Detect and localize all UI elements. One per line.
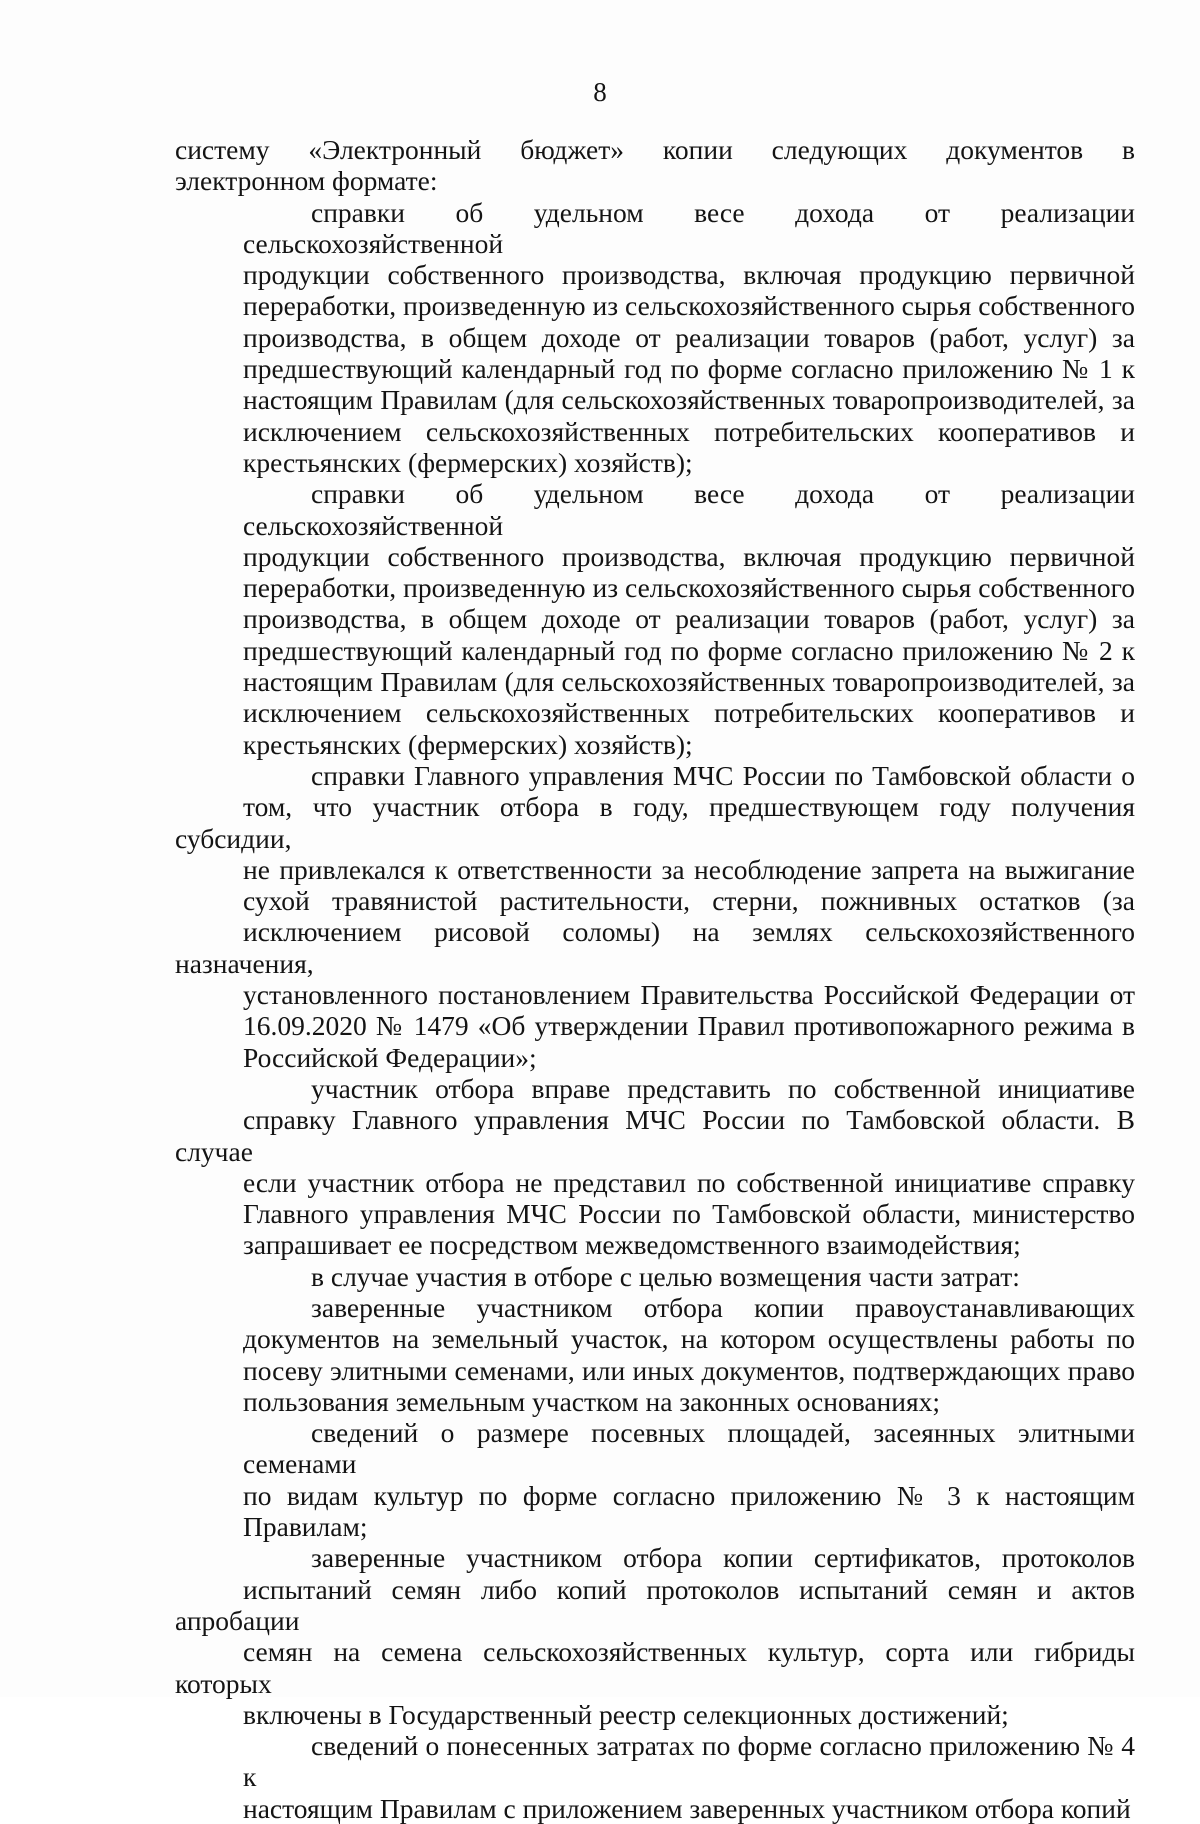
text-line: Правилам; bbox=[243, 1511, 368, 1543]
text-line: сухой травянистой растительности, стерни, пожнивных остатков (за bbox=[243, 885, 1135, 917]
paragraph bbox=[175, 478, 1135, 760]
text-line: справки Главного управления МЧС России по Тамбовской области о bbox=[311, 759, 1135, 791]
text-line: сведений о понесенных затратах по форме согласно приложению № 4 к bbox=[243, 1730, 1135, 1793]
paragraph bbox=[175, 1730, 1135, 1824]
text-line: переработки, произведенную из сельскохозяйственного сырья собственного bbox=[243, 572, 1135, 604]
text-line: исключением рисовой соломы) на землях сельскохозяйственного назначения, bbox=[175, 916, 1135, 979]
text-line: исключением сельскохозяйственных потребительских кооперативов и bbox=[243, 697, 1135, 729]
text-line: Российской Федерации»; bbox=[243, 1041, 537, 1073]
paragraph bbox=[175, 1542, 1135, 1730]
text-line: крестьянских (фермерских) хозяйств); bbox=[243, 728, 693, 760]
text-line: предшествующий календарный год по форме согласно приложению № 2 к bbox=[243, 634, 1135, 666]
text-line: переработки, произведенную из сельскохозяйственного сырья собственного bbox=[243, 290, 1135, 322]
text-line: по видам культур по форме согласно приложению № 3 к настоящим bbox=[243, 1479, 1135, 1511]
text-line: в случае участия в отборе с целью возмещения части затрат: bbox=[311, 1260, 1020, 1292]
text-line: производства, в общем доходе от реализации товаров (работ, услуг) за bbox=[243, 321, 1135, 353]
text-line: семян на семена сельскохозяйственных культур, сорта или гибриды которых bbox=[175, 1636, 1135, 1699]
text-line: 16.09.2020 № 1479 «Об утверждении Правил противопожарного режима в bbox=[243, 1010, 1135, 1042]
text-line: пользования земельным участком на законных основаниях; bbox=[243, 1385, 941, 1417]
text-line: продукции собственного производства, включая продукцию первичной bbox=[243, 540, 1135, 572]
paragraph bbox=[175, 760, 1135, 1073]
text-line: посеву элитными семенами, или иных документов, подтверждающих право bbox=[243, 1354, 1135, 1386]
paragraph bbox=[175, 1292, 1135, 1417]
text-line: настоящим Правилам с приложением заверенных участником отбора копий bbox=[243, 1792, 1131, 1824]
text-line: электронном формате: bbox=[175, 165, 438, 197]
text-line: справки об удельном весе дохода от реализации сельскохозяйственной bbox=[243, 196, 1135, 259]
text-line: продукции собственного производства, включая продукцию первичной bbox=[243, 259, 1135, 291]
text-line: производства, в общем доходе от реализации товаров (работ, услуг) за bbox=[243, 603, 1135, 635]
text-line: заверенные участником отбора копии сертификатов, протоколов bbox=[311, 1542, 1135, 1574]
text-line: заверенные участником отбора копии правоустанавливающих bbox=[311, 1291, 1135, 1323]
text-line: том, что участник отбора в году, предшествующем году получения субсидии, bbox=[175, 791, 1135, 854]
text-line: предшествующий календарный год по форме согласно приложению № 1 к bbox=[243, 353, 1135, 385]
text-line: сведений о размере посевных площадей, засеянных элитными семенами bbox=[243, 1417, 1135, 1480]
text-line: Главного управления МЧС России по Тамбовской области, министерство bbox=[243, 1198, 1135, 1230]
text-line: не привлекался к ответственности за несоблюдение запрета на выжигание bbox=[243, 853, 1135, 885]
text-line: справки об удельном весе дохода от реализации сельскохозяйственной bbox=[243, 478, 1135, 541]
paragraph bbox=[175, 1073, 1135, 1261]
paragraph bbox=[175, 134, 1135, 197]
paragraph bbox=[175, 1261, 1135, 1292]
text-line: если участник отбора не представил по собственной инициативе справку bbox=[243, 1166, 1135, 1198]
text-line: систему «Электронный бюджет» копии следующих документов в bbox=[175, 134, 1135, 165]
text-line: исключением сельскохозяйственных потребительских кооперативов и bbox=[243, 415, 1135, 447]
paragraph bbox=[175, 197, 1135, 479]
text-line: испытаний семян либо копий протоколов испытаний семян и актов апробации bbox=[175, 1573, 1135, 1636]
page-number: 8 bbox=[593, 77, 607, 107]
text-line: настоящим Правилам (для сельскохозяйственных товаропроизводителей, за bbox=[243, 384, 1135, 416]
text-line: документов на земельный участок, на котором осуществлены работы по bbox=[243, 1323, 1135, 1355]
text-line: крестьянских (фермерских) хозяйств); bbox=[243, 446, 693, 478]
text-line: включены в Государственный реестр селекционных достижений; bbox=[243, 1698, 1009, 1730]
text-line: справку Главного управления МЧС России по Тамбовской области. В случае bbox=[175, 1104, 1135, 1167]
text-line: участник отбора вправе представить по собственной инициативе bbox=[311, 1072, 1135, 1104]
text-line: настоящим Правилам (для сельскохозяйственных товаропроизводителей, за bbox=[243, 666, 1135, 698]
text-line: установленного постановлением Правительства Российской Федерации от bbox=[243, 979, 1135, 1011]
text-line: запрашивает ее посредством межведомственного взаимодействия; bbox=[243, 1229, 1021, 1261]
paragraph bbox=[175, 1417, 1135, 1542]
document-body bbox=[175, 134, 1135, 1824]
